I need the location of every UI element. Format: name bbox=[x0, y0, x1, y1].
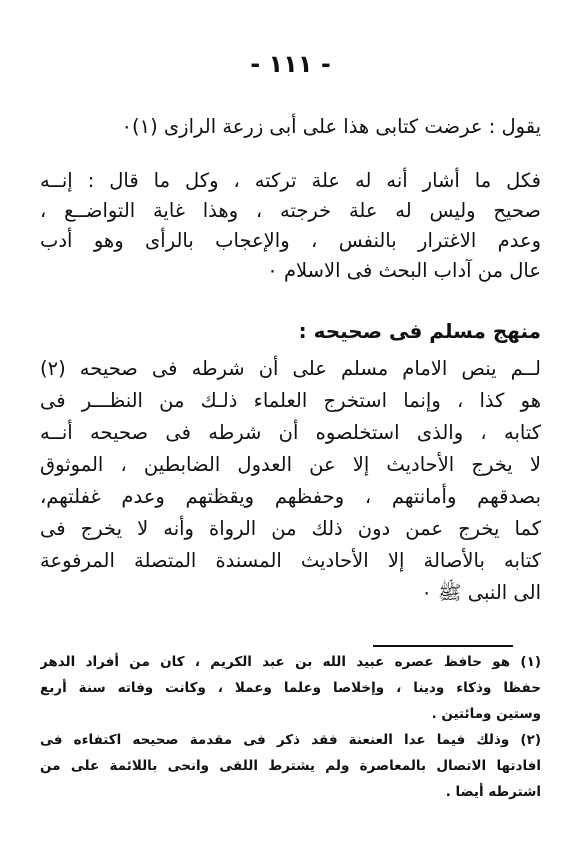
paragraph2-line-1: لــم ينص الامام مسلم على أن شرطه فى صحيحه (٢) bbox=[40, 357, 541, 380]
paragraph2-line-6: كما يخرج عمن دون ذلك من الرواة وأنه لا يخرج فى bbox=[40, 517, 541, 540]
page-number: - ١١١ - bbox=[250, 50, 331, 78]
footnote-2-line-1: (٢) وذلك فيما عدا العنعنة فقد ذكر فى مقدمة صحيحه اكتفاءه فى bbox=[40, 732, 541, 748]
footnote-2-line-2: افادتها الاتصال بالمعاصرة ولم يشترط اللقى وانحى باللائمة على من bbox=[40, 758, 541, 774]
quote-line: يقول : عرضت كتابى هذا على أبى زرعة الرازى (١)٠ bbox=[121, 115, 541, 138]
paragraph2-line-5: بصدقهم وأمانتهم ، وحفظهم ويقظتهم وعدم غفلتهم، bbox=[40, 485, 541, 508]
paragraph2-line-8: الى النبى ﷺ ٠ bbox=[421, 581, 541, 604]
paragraph1-line-3: وعدم الاغترار بالنفس ، والإعجاب بالرأى وهو أدب bbox=[40, 229, 541, 252]
footnote-1-line-2: حفظا وذكاء ودينا ، وإخلاصا وعلما وعملا ، وكانت وفاته سنة أربع bbox=[40, 680, 541, 696]
paragraph1-line-2: صحيح وليس له علة خرجته ، وهذا غاية التواضــع ، bbox=[40, 199, 541, 222]
footnote-1-line-1: (١) هو حافظ عصره عبيد الله بن عبد الكريم ، كان من أفراد الدهر bbox=[40, 654, 541, 670]
paragraph1-line-1: فكل ما أشار أنه له علة تركته ، وكل ما قال : إنــه bbox=[40, 169, 541, 192]
paragraph1-line-4: عال من آداب البحث فى الاسلام ٠ bbox=[267, 259, 541, 282]
paragraph2-line-4: لا يخرج الأحاديث إلا عن العدول الضابطين ، الموثوق bbox=[40, 453, 541, 476]
paragraph2-line-2: هو كذا ، وإنما استخرج العلماء ذلـك من النظـــر فى bbox=[40, 389, 541, 412]
paragraph2-line-7: كتابه بالأصالة إلا الأحاديث المسندة المتصلة المرفوعة bbox=[40, 549, 541, 572]
footnote-1-line-3: وستين ومائتين . bbox=[431, 706, 541, 722]
footnote-2-line-3: اشترطه أيضا . bbox=[445, 784, 541, 800]
footnote-separator bbox=[373, 645, 513, 647]
section-heading: منهج مسلم فى صحيحه : bbox=[298, 319, 541, 343]
paragraph2-line-3: كتابه ، والذى استخلصوه أن شرطه فى صحيحه أنــه bbox=[40, 421, 541, 444]
